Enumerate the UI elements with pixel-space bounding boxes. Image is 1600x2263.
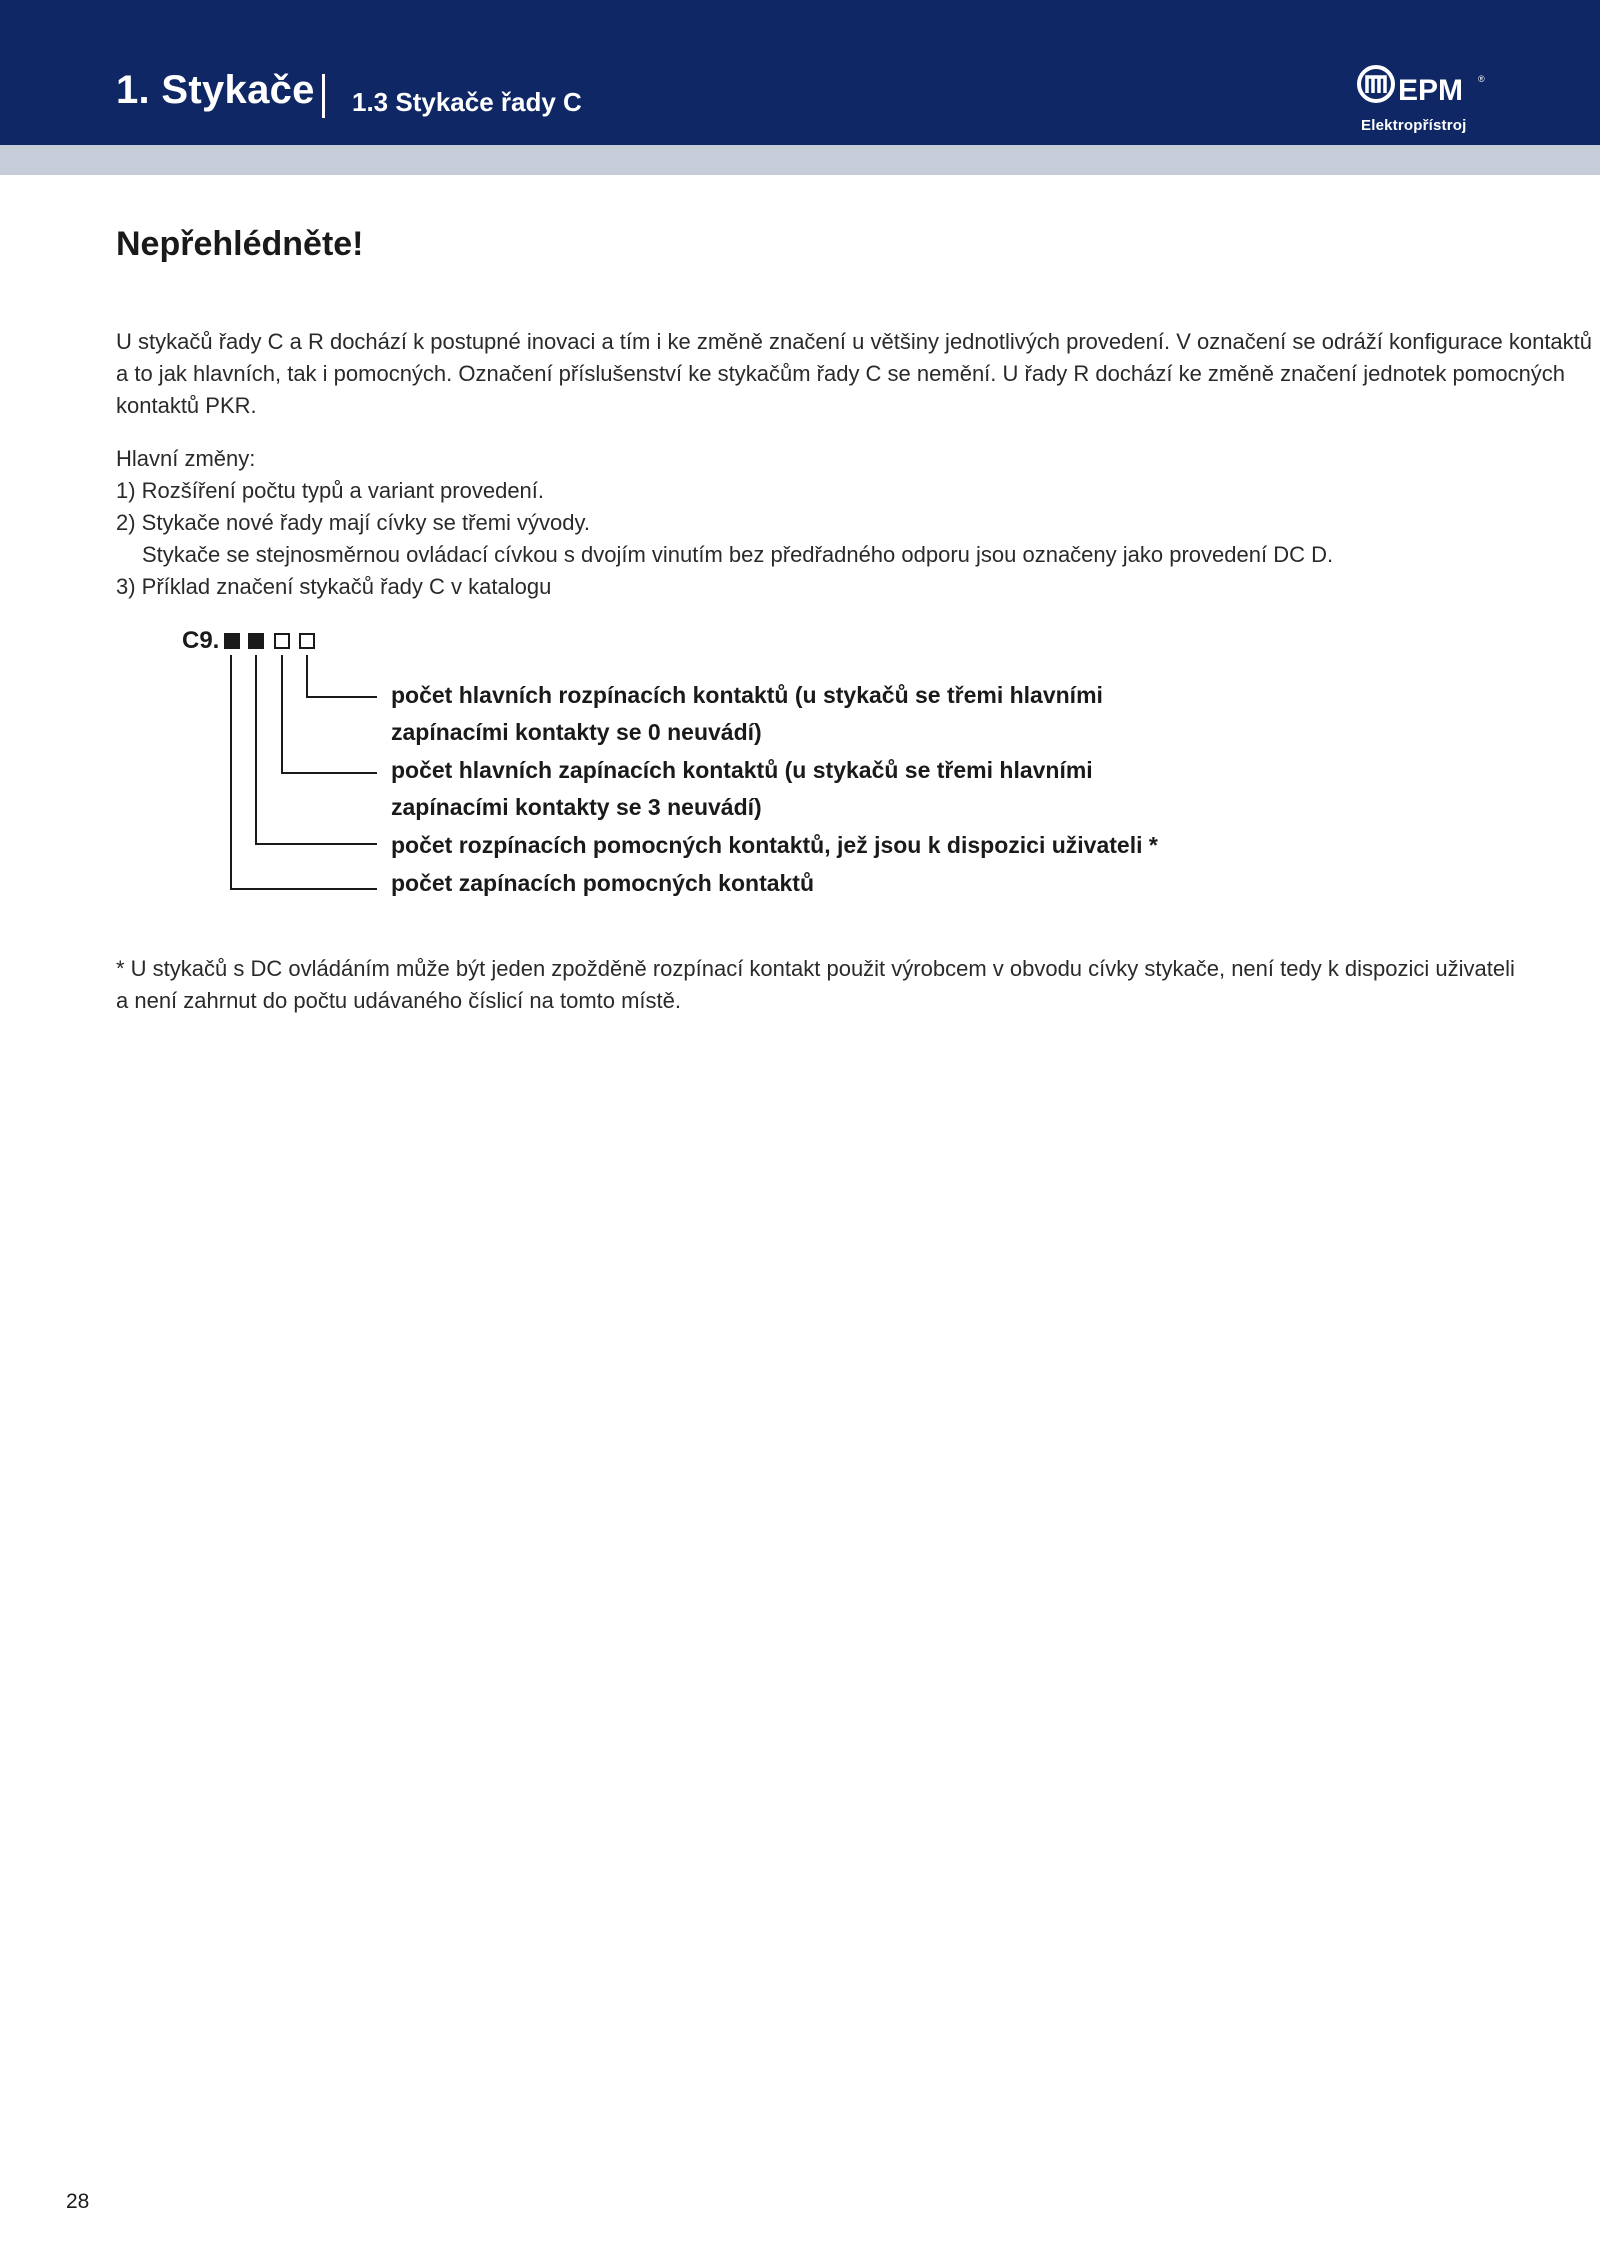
connector-line	[281, 655, 283, 773]
notice-title: Nepřehlédněte!	[116, 225, 364, 263]
logo-mark: EPM	[1398, 74, 1464, 107]
intro-line: U stykačů řady C a R dochází k postupné inovaci a tím i ke změně značení u většiny jednotlivých provedení. V označení se odráží konfigurace kontaktů	[116, 329, 1593, 354]
connector-line	[306, 696, 377, 698]
diagram-description: počet hlavních zapínacích kontaktů (u stykačů se třemi hlavními	[391, 757, 1093, 783]
change-item: 1) Rozšíření počtu typů a variant provedení.	[116, 478, 545, 503]
connector-line	[230, 655, 232, 889]
code-prefix: C9.	[182, 627, 220, 654]
empty-square-icon	[274, 633, 290, 649]
connector-line	[255, 655, 257, 844]
header-subband	[0, 145, 1600, 175]
title-separator	[322, 74, 325, 118]
changes-title: Hlavní změny:	[116, 446, 256, 471]
footnote-line: * U stykačů s DC ovládáním může být jeden zpožděně rozpínací kontakt použit výrobcem v obvodu cívky stykače, není tedy k dispozici uživateli	[116, 956, 1515, 981]
diagram-description: zapínacími kontakty se 0 neuvádí)	[391, 719, 762, 745]
connector-line	[306, 655, 308, 697]
change-item: Stykače se stejnosměrnou ovládací cívkou s dvojím vinutím bez předřadného odporu jsou označeny jako provedení DC D.	[142, 542, 1334, 567]
diagram-description: počet rozpínacích pomocných kontaktů, jež jsou k dispozici uživateli *	[391, 832, 1158, 858]
intro-line: kontaktů PKR.	[116, 393, 257, 418]
connector-line	[230, 888, 377, 890]
chapter-title: 1. Stykače	[116, 68, 315, 112]
diagram-description: počet hlavních rozpínacích kontaktů (u stykačů se třemi hlavními	[391, 682, 1103, 708]
page-number: 28	[66, 2190, 90, 2213]
change-item: 2) Stykače nové řady mají cívky se třemi vývody.	[116, 510, 590, 535]
filled-square-icon	[248, 633, 264, 649]
logo-text: Elektropřístroj	[1361, 117, 1467, 134]
footnote-line: a není zahrnut do počtu udávaného číslicí na tomto místě.	[116, 988, 682, 1013]
section-title: 1.3 Stykače řady C	[352, 87, 582, 117]
connector-line	[255, 843, 377, 845]
change-item: 3) Příklad značení stykačů řady C v katalogu	[116, 574, 552, 599]
diagram-description: zapínacími kontakty se 3 neuvádí)	[391, 794, 762, 820]
empty-square-icon	[299, 633, 315, 649]
intro-line: a to jak hlavních, tak i pomocných. Označení příslušenství ke stykačům řady C se nemění. U řady R dochází ke změně značení jednotek pomocných	[116, 361, 1566, 386]
connector-line	[281, 772, 377, 774]
svg-text:®: ®	[1478, 74, 1485, 84]
diagram-description: počet zapínacích pomocných kontaktů	[391, 870, 815, 896]
filled-square-icon	[224, 633, 240, 649]
